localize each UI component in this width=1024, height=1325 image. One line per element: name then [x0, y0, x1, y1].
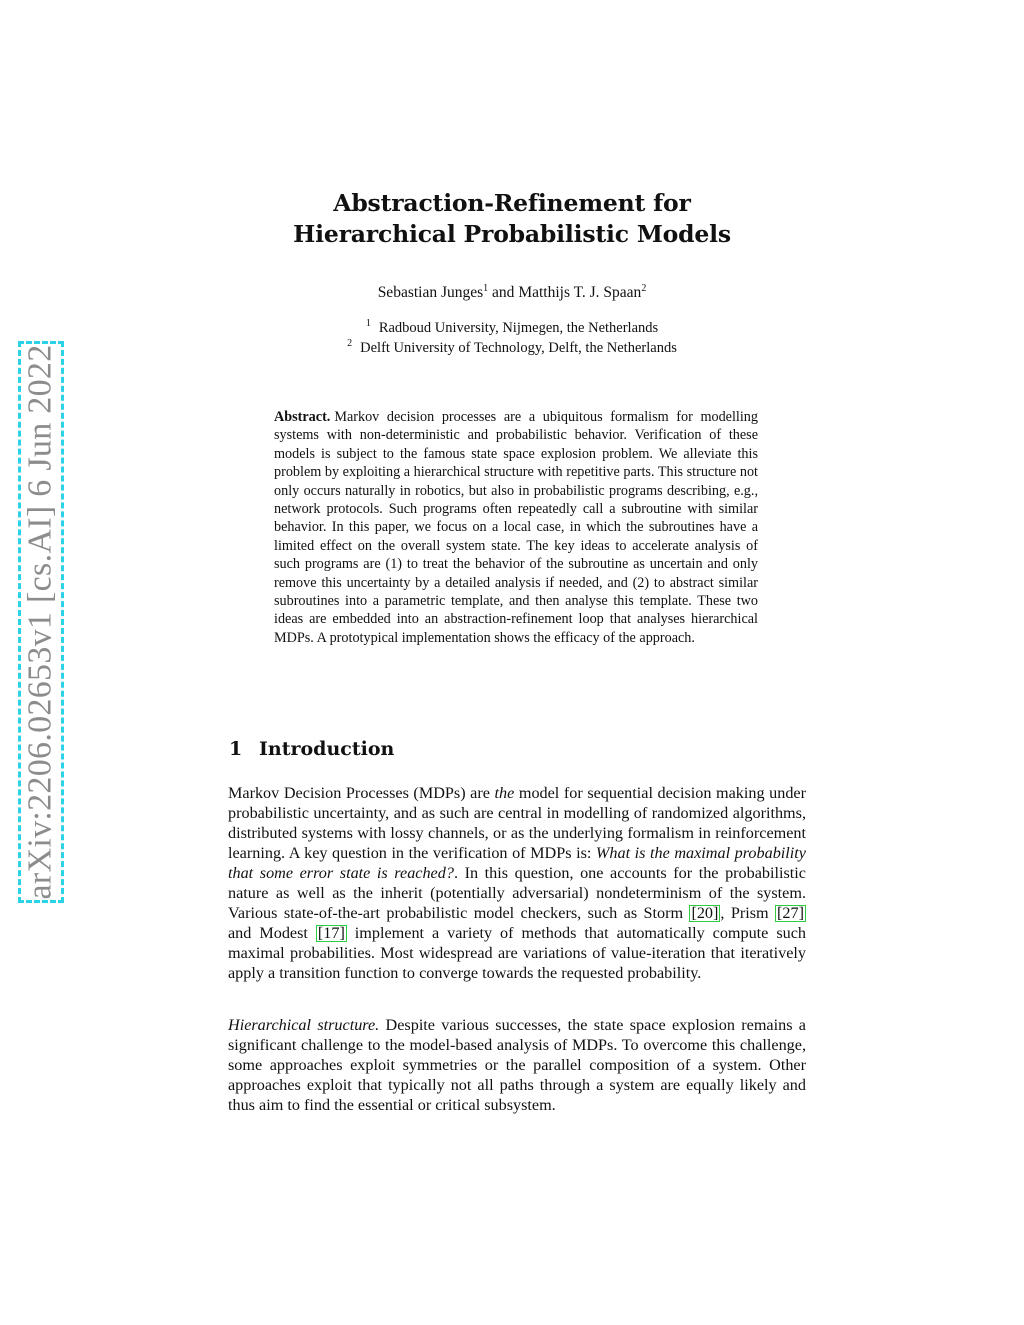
citation-link-27[interactable]: [27]	[777, 904, 804, 922]
p1-text-5: and Modest	[228, 924, 316, 942]
p2-run-in-heading: Hierarchical structure.	[228, 1016, 380, 1034]
affiliation-2-mark: 2	[347, 338, 353, 350]
citation-link-17[interactable]: [17]	[317, 924, 345, 942]
intro-paragraph-2	[228, 1015, 806, 1115]
section-heading	[229, 738, 394, 760]
citation-link-20[interactable]: [20]	[691, 904, 719, 922]
p1-text-6: implement a variety of methods that automatically compute such maximal probabilities. Most widespread are variations of value-iteration that iteratively apply a transition function to converge towards the requested probability.	[228, 924, 807, 982]
p1-text-1: Markov Decision Processes (MDPs) are	[228, 784, 495, 802]
affiliation-1	[0, 318, 1024, 338]
author-1: Sebastian Junges	[377, 284, 484, 301]
section-number: 1	[229, 738, 243, 760]
abstract	[274, 408, 758, 647]
p1-text-4: , Prism	[720, 904, 776, 922]
abstract-label: Abstract.	[274, 409, 331, 425]
title-line-1: Abstraction-Refinement for	[333, 189, 691, 217]
p2-text: Despite various successes, the state space explosion remains a significant challenge to the model-based analysis of MDPs. To overcome this challenge, some approaches exploit symmetries or the parallel composition of a system. Other approaches exploit that typically not all paths through a system are equally likely and thus aim to find the essential or critical subsystem.	[228, 1016, 806, 1114]
author-2-mark: 2	[641, 282, 647, 294]
arxiv-stamp	[18, 341, 64, 903]
affiliation-1-text: Radboud University, Nijmegen, the Netherlands	[378, 320, 659, 336]
section-title: Introduction	[259, 738, 395, 760]
p1-text-3: . In this question, one accounts for the probabilistic nature as well as the inherit (potentially adversarial) nondeterminism of the system. Various state-of-the-art probabilistic model checkers, such as Storm	[228, 864, 806, 922]
p1-emphasis-question: What is the maximal probability that some error state is reached?	[228, 844, 806, 882]
affiliation-1-mark: 1	[365, 318, 371, 330]
arxiv-stamp-text: arXiv:2206.02653v1 [cs.AI] 6 Jun 2022	[22, 344, 60, 900]
author-2: Matthijs T. J. Spaan	[518, 284, 642, 301]
author-1-mark: 1	[483, 282, 489, 294]
abstract-text: Markov decision processes are a ubiquitous formalism for modelling systems with non-deterministic and probabilistic behavior. Verification of these models is subject to the famous state space explosion problem. We alleviate this problem by exploiting a hierarchical structure with repetitive parts. This structure not only occurs naturally in robotics, but also in probabilistic programs describing, e.g., network protocols. Such programs often repeatedly call a subroutine with similar behavior. In this paper, we focus on a local case, in which the subroutines have a limited effect on the overall system state. The key ideas to accelerate analysis of such programs are (1) to treat the behavior of the subroutine as uncertain and only remove this uncertainty by a detailed analysis if needed, and (2) to abstract similar subroutines into a parametric template, and then analyse this template. These two ideas are embedded into an abstraction-refinement loop that analyses hierarchical MDPs. A prototypical implementation shows the efficacy of the approach.	[274, 409, 758, 646]
intro-paragraph-1	[228, 783, 806, 983]
p1-text-2: model for sequential decision making under probabilistic uncertainty, and as such are central in modelling of randomized algorithms, distributed systems with lossy channels, or as the underlying formalism in reinforcement learning. A key question in the verification of MDPs is:	[228, 784, 806, 862]
title-line-2: Hierarchical Probabilistic Models	[293, 220, 731, 248]
author-list	[0, 284, 1024, 302]
affiliation-2-text: Delft University of Technology, Delft, the Netherlands	[360, 340, 677, 356]
p1-emphasis-the: the	[494, 784, 515, 802]
affiliation-2	[0, 338, 1024, 358]
affiliations	[0, 318, 1024, 358]
paper-title	[0, 188, 1024, 250]
author-conjunction: and	[488, 284, 519, 301]
